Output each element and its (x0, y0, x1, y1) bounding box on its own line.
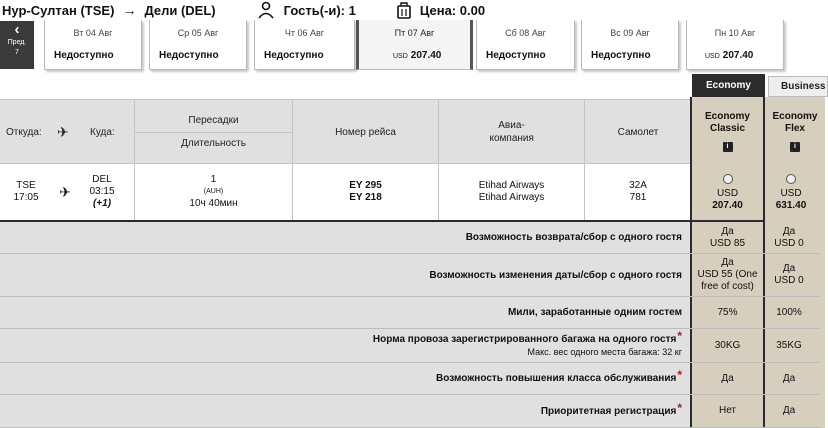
airlines (438, 164, 584, 220)
feature-label: Возможность повышения класса обслуживания* (0, 363, 690, 394)
plane-icon: ✈ (59, 184, 71, 200)
col-airline: Авиа- компания (438, 100, 584, 164)
date-tab[interactable] (581, 20, 679, 70)
feature-value-flex: Да (765, 395, 825, 427)
feature-value-flex: Да USD 0 (765, 222, 825, 253)
asterisk-icon: * (677, 400, 682, 415)
date-tab[interactable] (686, 20, 784, 70)
tab-business[interactable]: Business (768, 76, 828, 97)
date-tab[interactable] (44, 20, 142, 70)
date-tab-date: Ср 05 Авг (177, 28, 219, 38)
date-tab[interactable] (476, 20, 575, 70)
flight-number[interactable]: EY 218 (349, 192, 382, 203)
flight-numbers[interactable] (292, 164, 438, 220)
aircraft-type: 32A (629, 180, 647, 191)
fare-name-sub: Classic (709, 123, 746, 134)
date-tab-date: Вс 09 Авг (610, 28, 650, 38)
via-airport: (AUH) (203, 188, 224, 195)
flight-table-header (0, 99, 690, 164)
feature-label: Возможность изменения даты/сбор с одного гостя (0, 254, 690, 296)
fare-price-flex[interactable] (765, 164, 825, 222)
chevron-left-icon: ‹ (14, 21, 20, 38)
origin-city: Нур-Султан (TSE) (2, 2, 115, 18)
destination-city: Дели (DEL) (144, 2, 216, 18)
route-header (0, 0, 820, 20)
airline-name: Etihad Airways (478, 192, 545, 203)
fare-currency: USD (780, 188, 802, 199)
feature-value-classic: Нет (692, 395, 763, 427)
stops-duration (134, 164, 292, 220)
feature-value-classic: 30KG (692, 329, 763, 362)
feature-value-flex: 100% (765, 297, 825, 328)
info-icon[interactable]: i (790, 142, 800, 152)
feature-label: Норма провоза зарегистрированного багажа на одного гостя* Макс. вес одного места багажа: 32 кг (0, 329, 690, 362)
feature-value-classic: 75% (692, 297, 763, 328)
fare-name: Economy (772, 111, 818, 122)
fare-radio[interactable] (786, 174, 796, 184)
date-strip (0, 20, 820, 70)
feature-row (0, 222, 820, 254)
fare-radio[interactable] (723, 174, 733, 184)
col-flight-number: Номер рейса (292, 100, 438, 164)
prev-count: 7 (15, 49, 19, 56)
next-day-indicator: (+1) (92, 198, 112, 209)
col-duration: Длительность (181, 138, 246, 149)
arrival-time: 03:15 (89, 186, 115, 197)
luggage-icon (394, 1, 414, 19)
tab-economy[interactable]: Economy (692, 74, 765, 97)
arrival-code: DEL (92, 174, 112, 185)
fare-header-flex (765, 97, 825, 164)
departure-time: 17:05 (13, 192, 39, 203)
departure-code: TSE (16, 180, 36, 191)
stops-count: 1 (210, 174, 217, 185)
date-tab-date: Сб 08 Авг (505, 28, 546, 38)
feature-value-flex: Да (765, 363, 825, 394)
duration: 10ч 40мин (189, 198, 238, 209)
total-price (394, 1, 485, 19)
feature-row (0, 254, 820, 297)
fare-name: Economy (704, 111, 750, 122)
date-tab-date: Вт 04 Авг (73, 28, 113, 38)
date-tab-value: USD 207.40 (705, 50, 754, 61)
feature-value-classic: Да (692, 363, 763, 394)
prev-label: Пред. (7, 39, 27, 46)
feature-row (0, 395, 820, 428)
col-from: Откуда: (6, 126, 42, 138)
plane-icon: ✈ (57, 123, 69, 140)
date-tab-value: Недоступно (486, 50, 546, 61)
col-aircraft: Самолет (584, 100, 691, 164)
person-icon (256, 1, 276, 19)
aircraft (584, 164, 691, 220)
info-icon[interactable]: i (723, 142, 733, 152)
airline-name: Etihad Airways (478, 180, 545, 191)
feature-label: Приоритетная регистрация* (0, 395, 690, 427)
col-stops: Пересадки (135, 114, 292, 133)
fare-price-classic[interactable] (692, 164, 763, 222)
feature-row (0, 297, 820, 329)
col-to: Куда: (90, 126, 115, 138)
flight-row[interactable] (0, 164, 690, 222)
flight-number[interactable]: EY 295 (349, 180, 382, 191)
feature-value-flex: 35KG (765, 329, 825, 362)
departure (8, 164, 44, 220)
aircraft-type: 781 (629, 192, 647, 203)
date-tab-date: Пн 10 Авг (714, 28, 756, 38)
arrival (82, 164, 122, 220)
total-price-label: Цена: 0.00 (419, 2, 486, 18)
date-tab[interactable] (149, 20, 247, 70)
date-tab-value: Недоступно (54, 50, 114, 61)
fare-name-sub: Flex (784, 123, 805, 134)
fare-currency: USD (716, 188, 739, 199)
guest-count-label: Гость(-и): 1 (283, 2, 356, 18)
feature-label: Мили, заработанные одним гостем (0, 297, 690, 328)
date-tab-selected[interactable] (356, 20, 473, 70)
feature-value-flex: Да USD 0 (765, 254, 825, 296)
date-tab-value: Недоступно (264, 50, 324, 61)
feature-label: Возможность возврата/сбор с одного гостя (0, 222, 690, 253)
guest-count (256, 1, 356, 19)
date-tab-value: Недоступно (159, 50, 219, 61)
asterisk-icon: * (677, 368, 682, 382)
asterisk-icon: * (677, 328, 682, 343)
arrow-right-icon: → (122, 2, 137, 18)
fare-header-classic (692, 97, 763, 164)
feature-sublabel: Макс. вес одного места багажа: 32 кг (527, 346, 682, 357)
feature-row (0, 329, 820, 363)
date-tab-date: Чт 06 Авг (284, 28, 325, 38)
date-tab-value: USD 207.40 (393, 50, 442, 61)
fare-amount: 207.40 (712, 200, 743, 211)
date-tab-date: Пт 07 Авг (394, 28, 435, 38)
feature-value-classic: Да USD 55 (One free of cost) (692, 254, 763, 296)
prev-dates-button[interactable] (0, 21, 34, 69)
col-stops-duration (134, 100, 292, 164)
fare-amount: 631.40 (775, 200, 807, 211)
feature-value-classic: Да USD 85 (692, 222, 763, 253)
date-tab-value: Недоступно (591, 50, 651, 61)
date-tab[interactable] (254, 20, 355, 70)
feature-row (0, 363, 820, 395)
